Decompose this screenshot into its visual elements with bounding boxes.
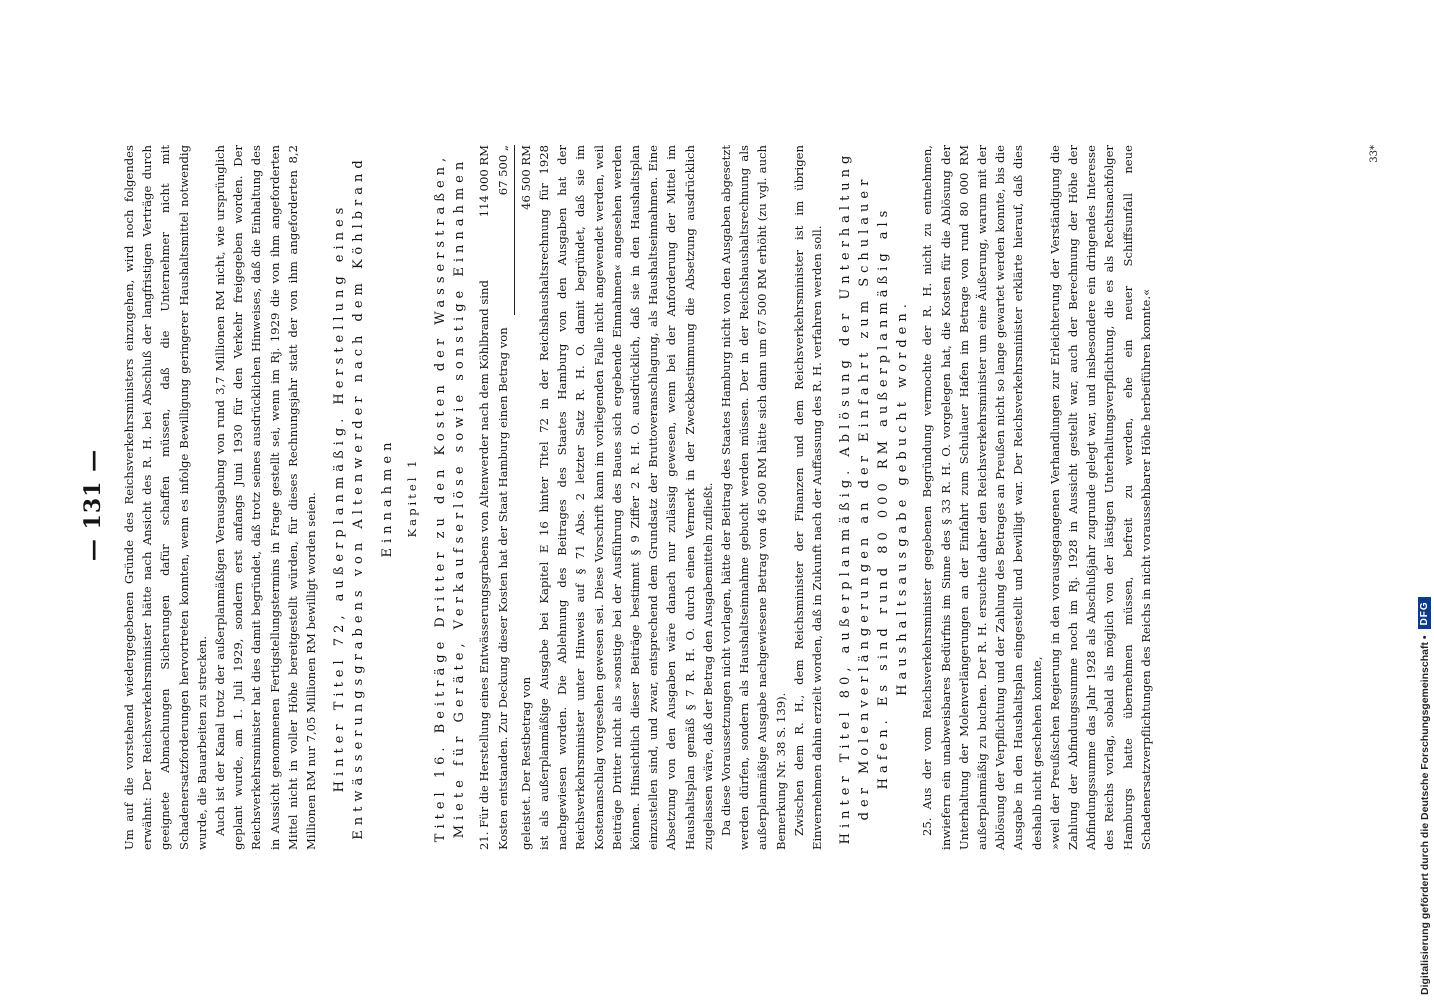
- quote-paragraph: »weil der Preußischen Regierung in den vorausgegangenen Verhandlungen zur Erleichterung der Verständigung die Zahlung der Abfindungssumme noch im Rj. 1928 in Aussicht gestellt war, auch der Berechnung der Höhe der Abfindungssumme das Jahr 1928 als Abschlußjahr zugrunde gelegt war, und insbesondere ein dringendes Interesse des Reichs vorlag, sobald als möglich von der lästigen Unterhaltungsverpflichtung, die es als Rechtsnachfolger Hamburgs hatte übernehmen müssen, befreit zu werden, ehe ein neuer Schiffsunfall neue Schadenersatzverpflichtungen des Reichs in nicht voraussehbarer Höhe herbeiführen konnte.«: [1047, 145, 1153, 850]
- dfg-credit-text: Digitalisierung gefördert durch die Deutsche Forschungsgemeinschaft •: [1418, 635, 1431, 995]
- section-heading-titel-72: Hinter Titel 72, außerplanmäßig. Herstellung eines Entwässerungsgrabens von Altenwerder nach dem Köhlbrand: [332, 155, 367, 840]
- document-page: [70, 105, 1390, 905]
- titel-16-heading: Titel 16. Beiträge Dritter zu den Kosten der Wasserstraßen, Miete für Geräte, Verkaufserlöse sowie sonstige Einnahmen: [433, 152, 468, 843]
- paragraph-intro: Um auf die vorstehend wiedergegebenen Gründe des Reichsverkehrsministers einzugehen, wird noch folgendes erwähnt: Der Reichsverkehrsminister hätte nach Ansicht des R. H. bei Abschluß der langfristigen Verträge durch geeignete Abmachungen Sicherungen dafür schaffen müssen, daß die Unternehmer nicht mit Schadenersatzforderungen hervortreten konnten, wenn es infolge Bewilligung geringerer Haushaltsmittel notwendig wurde, die Bauarbeiten zu strecken.: [122, 145, 209, 850]
- rest-amount: 46 500 RM: [518, 145, 533, 210]
- kosten-row: [494, 145, 512, 850]
- kosten-amount: 67 500 „: [495, 145, 510, 196]
- item-21-row: [475, 145, 493, 850]
- einnahmen-heading: Einnahmen: [380, 437, 396, 558]
- rest-row: [517, 145, 535, 850]
- dfg-credit: [1418, 5, 1431, 995]
- page-number: — 131 —: [80, 448, 106, 562]
- paragraph-voraussetzungen: Da diese Voraussetzungen nicht vorlagen, hätte der Beitrag des Staates Hamburg nicht von den Ausgaben abgesetzt werden dürfen, sondern als Haushaltseinnahme gebucht werden müssen. Der in der Reichshaushaltsrechnung als außerplanmäßige Ausgabe nachgewiesene Betrag von 46 500 RM hätte sich dann um 67 500 RM erhöht (zu vgl. auch Bemerkung Nr. 38 S. 139).: [719, 145, 788, 850]
- item-21-amount: 114 000 RM: [477, 145, 492, 218]
- dfg-logo: DFG: [1418, 597, 1431, 629]
- paragraph-ausgabe: ist als außerplanmäßige Ausgabe bei Kapitel E 16 hinter Titel 72 in der Reichshaushaltsrechnung für 1928 nachgewiesen worden. Die Ablehnung des Beitrages des Staates Hamburg von den Ausgaben hat der Reichsverkehrsminister unter Hinweis auf § 71 Abs. 2 letzter Satz R. H. O. damit begründet, daß sie im Kostenanschlag vorgesehen gewesen sei. Diese Vorschrift kann im vorliegenden Falle nicht angewendet werden, weil Beiträge Dritter nicht als »sonstige bei der Ausführung des Baues sich ergebende Einnahmen« angesehen werden können. Hinsichtlich dieser Beiträge bestimmt § 9 Ziffer 2 R. H. O. ausdrücklich, daß sie in den Haushaltsplan einzustellen sind, und zwar, entsprechend dem Grundsatz der Bruttoveranschlagung, als Haushaltseinnahmen. Eine Absetzung von den Ausgaben wäre danach nur zulässig gewesen, wenn bei der Anforderung der Mittel im Haushaltsplan gemäß § 7 R. H. O. durch einen Vermerk in der Zweckbestimmung die Absetzung ausdrücklich zugelassen wäre, daß der Betrag den Ausgabemitteln zufließt.: [537, 145, 715, 850]
- sum-rule: [514, 145, 515, 315]
- paragraph-kanal: Auch ist der Kanal trotz der außerplanmäßigen Verausgabung von rund 3,7 Millionen RM nicht, wie ursprünglich geplant wurde, am 1. Juli 1929, sondern erst anfangs Juni 1930 für den Verkehr freigegeben worden. Der Reichsverkehrsminister hat dies damit begründet, daß trotz seines ausdrücklichen Hinweises, daß die Einhaltung des in Aussicht genommenen Fertigstellungstermins in Frage gestellt sei, wenn im Rj. 1929 die von ihm angeforderten Mittel nicht in voller Höhe bereitgestellt würden, für dieses Rechnungsjahr statt der von ihm angeforderten 8,2 Millionen RM nur 7,05 Millionen RM bewilligt worden seien.: [213, 145, 319, 850]
- rest-text: geleistet. Der Restbetrag von: [518, 676, 533, 850]
- paragraph-einvernehmen: Zwischen dem R. H., dem Reichsminister der Finanzen und dem Reichsverkehrsminister ist im übrigen Einvernehmen dahin erzielt worden, daß in Zukunft nach der Auffassung des R. H. verfahren werden soll.: [791, 145, 825, 850]
- text-column: [120, 145, 1155, 850]
- page-signature: 33*: [1369, 145, 1380, 163]
- item-21-text: 21. Für die Herstellung eines Entwässerungsgrabens von Altenwerder nach dem Köhlbrand sind: [477, 280, 492, 850]
- kosten-text: Kosten entstanden. Zur Deckung dieser Kosten hat der Staat Hamburg einen Betrag von: [495, 327, 510, 850]
- paragraph-25: 25. Aus der vom Reichsverkehrsminister gegebenen Begründung vermochte der R. H. nicht zu entnehmen, inwiefern ein unabweisbares Bedürfnis im Sinne des § 33 R. H. O. vorgelegen hat, die Kosten für die Ablösung der Unterhaltung der Molenverlängerungen an der Einfahrt zum Schulauer Hafen im Betrage von rund 80 000 RM außerplanmäßig zu buchen. Der R. H. ersuchte daher den Reichsverkehrsminister um eine Äußerung, warum mit der Ablösung der Verpflichtung und der Zahlung des Betrages an Preußen nicht so lange gewartet werden konnte, bis die Ausgabe in den Haushaltsplan eingestellt und bewilligt war. Der Reichsverkehrsminister erklärte hierauf, daß dies deshalb nicht geschehen konnte,: [920, 145, 1044, 850]
- section-heading-titel-80: Hinter Titel 80, außerplanmäßig. Ablösung der Unterhaltung der Molenverlängerungen an der Einfahrt zum Schulauer Hafen. Es sind rund 80 000 RM außerplanmäßig als Haushaltsausgabe gebucht worden.: [838, 150, 911, 845]
- kapitel-heading: Kapitel 1: [405, 457, 420, 538]
